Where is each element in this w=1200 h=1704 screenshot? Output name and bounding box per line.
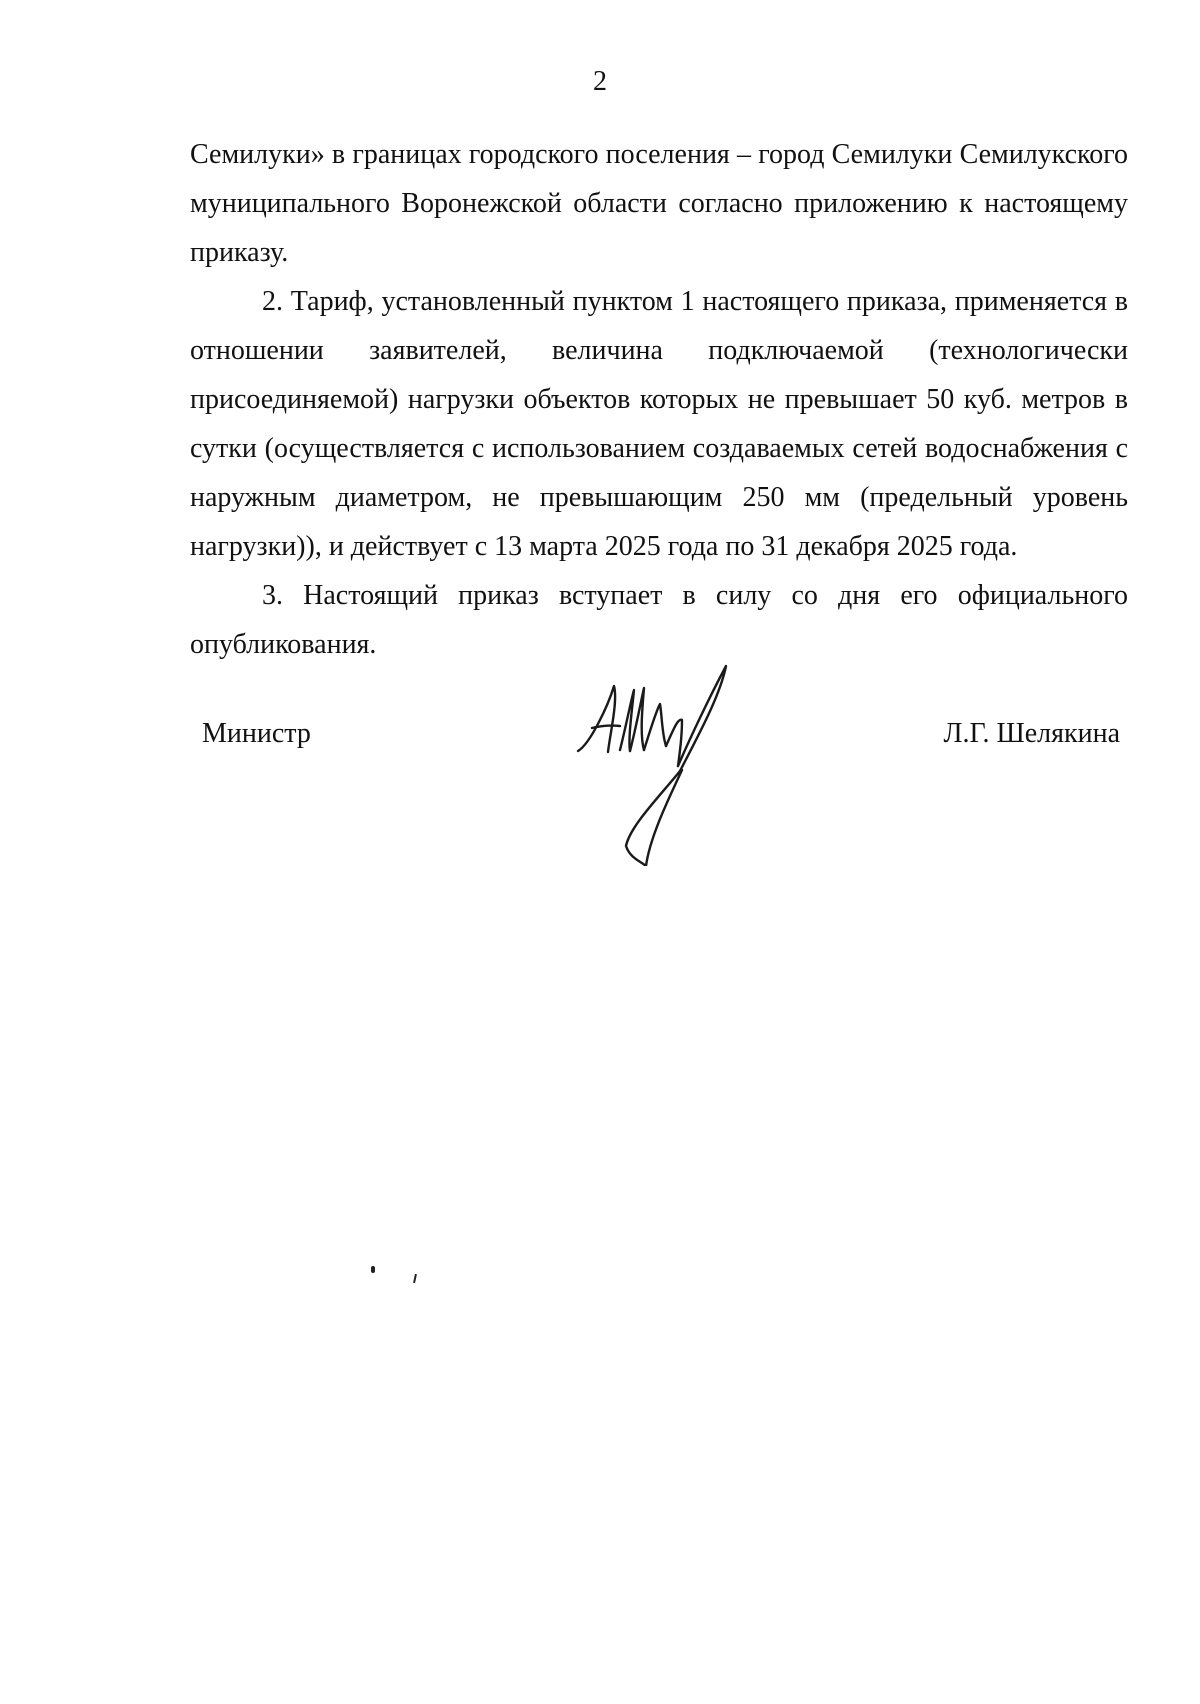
paragraph-3: 3. Настоящий приказ вступает в силу со дня его официального опубликования. [190,580,1128,660]
paragraph-continuation: Семилуки» в границах городского поселения – город Семилуки Семилукского муниципального Воронежской области согласно приложению к настоящему приказу. [190,139,1128,268]
handwritten-signature [570,656,740,866]
signer-name: Л.Г. Шелякина [943,718,1120,749]
signer-title: Министр [202,718,311,749]
scan-speck [413,1274,417,1283]
document-body [190,130,1128,669]
scan-speck [371,1266,375,1273]
paragraph-2: 2. Тариф, установленный пунктом 1 настоящего приказа, применяется в отношении заявителей, величина подключаемой (технологически присоединяемой) нагрузки объектов которых не превышает 50 куб. метров в сутки (осуществляется с использованием создаваемых сетей водоснабжения с наружным диаметром, не превышающим 250 мм (предельный уровень нагрузки)), и действует с 13 марта 2025 года по 31 декабря 2025 года. [190,286,1128,562]
page-number: 2 [593,66,607,97]
